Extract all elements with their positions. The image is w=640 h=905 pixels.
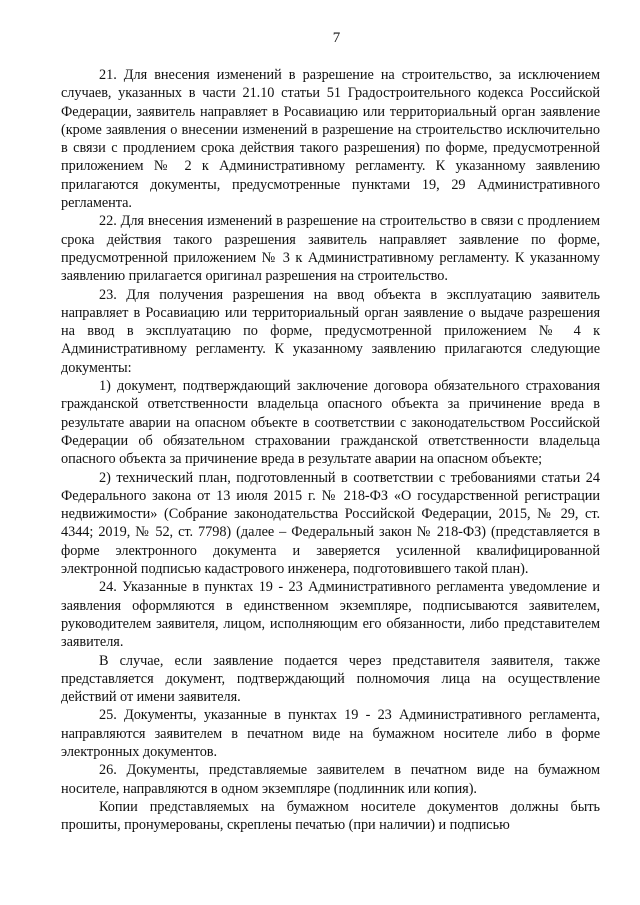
paragraph-24-representative: В случае, если заявление подается через представителя заявителя, также представляется документ, подтверждающий полномочия лица на осуществление действий от имени заявителя. bbox=[61, 652, 600, 706]
paragraph-22: 22. Для внесения изменений в разрешение на строительство в связи с продлением срока действия такого разрешения заявитель направляет заявление по форме, предусмотренной приложением № 3 к Административному регламенту. К указанному заявлению прилагается оригинал разрешения на строительство. bbox=[61, 213, 600, 285]
paragraph-23: 23. Для получения разрешения на ввод объекта в эксплуатацию заявитель направляет в Росавиацию или территориальный орган заявление о выдаче разрешения на ввод в эксплуатацию по форме, предусмотренной приложением № 4 к Административному регламенту. К указанному заявлению прилагаются следующие документы: bbox=[61, 286, 600, 376]
paragraph-26: 26. Документы, представляемые заявителем в печатном виде на бумажном носителе, направляются в одном экземпляре (подлинник или копия). bbox=[61, 762, 600, 797]
paragraph-23-item-1: 1) документ, подтверждающий заключение договора обязательного страхования гражданской ответственности владельца опасного объекта за причинение вреда в результате аварии на опасном объекте в соответствии с законодательством Российской Федерации об обязательном страховании гражданской ответственности владельца опасного объекта за причинение вреда в результате аварии на опасном объекте; bbox=[61, 378, 600, 468]
paragraph-21: 21. Для внесения изменений в разрешение на строительство, за исключением случаев, указанных в части 21.10 статьи 51 Градостроительного кодекса Российской Федерации, заявитель направляет в Росавиацию или территориальный орган заявление (кроме заявления о внесении изменений в разрешение на строительство исключительно в связи с продлением срока действия такого разрешения) по форме, предусмотренной приложением № 2 к Административному регламенту. К указанному заявлению прилагаются документы, предусмотренные пунктами 19, 29 Административного регламента. bbox=[61, 67, 600, 212]
page-number: 7 bbox=[332, 30, 341, 46]
paragraph-24: 24. Указанные в пунктах 19 - 23 Административного регламента уведомление и заявления оформляются в единственном экземпляре, подписываются заявителем, руководителем заявителя, лицом, исполняющим его обязанности, либо представителем заявителя. bbox=[61, 579, 600, 651]
paragraph-23-item-2: 2) технический план, подготовленный в соответствии с требованиями статьи 24 Федерального закона от 13 июля 2015 г. № 218-ФЗ «О государственной регистрации недвижимости» (Собрание законодательства Российской Федерации, 2015, № 29, ст. 4344; 2019, № 52, ст. 7798) (далее – Федеральный закон № 218-ФЗ) (представляется в форме электронного документа и заверяется усиленной квалифицированной электронной подписью кадастрового инженера, подготовившего такой план). bbox=[61, 469, 600, 578]
paragraph-25: 25. Документы, указанные в пунктах 19 - 23 Административного регламента, направляются заявителем в печатном виде на бумажном носителе либо в форме электронных документов. bbox=[61, 707, 600, 760]
paragraph-26-copies: Копии представляемых на бумажном носителе документов должны быть прошиты, пронумерованы, скреплены печатью (при наличии) и подписью bbox=[61, 798, 600, 834]
